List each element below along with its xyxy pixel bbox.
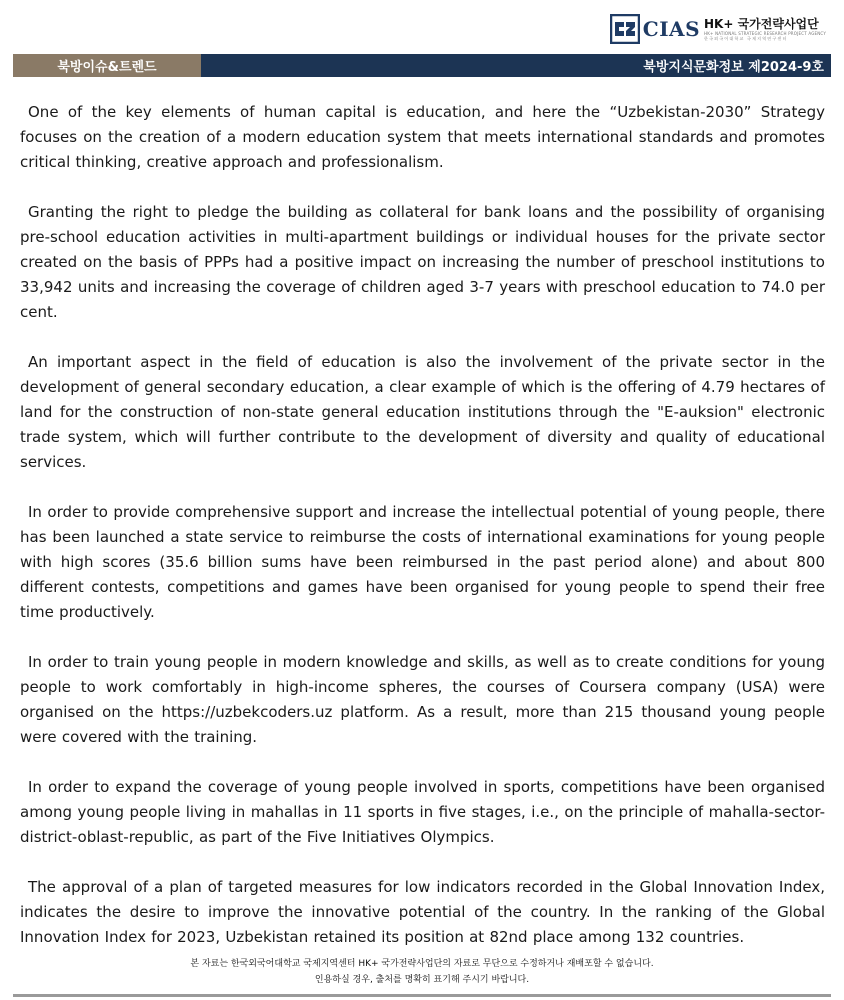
footer-notice — [0, 956, 844, 988]
article-body — [20, 100, 825, 950]
paragraph: The approval of a plan of targeted measures for low indicators recorded in the Global Innovation Index, indicates the desire to improve the innovative potential of the country. In the ranking of the Global Innovation Index for 2023, Uzbekistan retained its position at 82nd place among 132 countries. — [20, 878, 825, 946]
footer-line-1: 본 자료는 한국외국어대학교 국제지역센터 HK+ 국가전략사업단의 자료로 무단으로 수정하거나 재배포할 수 없습니다. — [190, 959, 654, 969]
cias-logo — [610, 14, 826, 44]
cias-emblem-icon — [610, 14, 640, 44]
paragraph: In order to provide comprehensive support and increase the intellectual potential of young people, there has been launched a state service to reimburse the costs of international examinations for young people with high scores (35.6 billion sums have been reimbursed in the past period alone) and about 800 different contests, competitions and games have been organised for young people to spend their free time productively. — [20, 503, 825, 621]
logo-title: HK+ 국가전략사업단 — [704, 16, 819, 31]
paragraph: One of the key elements of human capital is education, and here the “Uzbekistan-2030” Strategy focuses on the creation of a modern education system that meets international standards and promotes critical thinking, creative approach and professionalism. — [20, 103, 825, 171]
paragraph: In order to expand the coverage of young people involved in sports, competitions have been organised among young people living in mahallas in 11 sports in five stages, i.e., on the principle of mahalla-sector-district-oblast-republic, as part of the Five Initiatives Olympics. — [20, 778, 825, 846]
header-bar — [13, 54, 831, 77]
footer-divider — [13, 994, 831, 997]
paragraph: An important aspect in the field of education is also the involvement of the private sector in the development of general secondary education, a clear example of which is the offering of 4.79 hectares of land for the construction of non-state general education institutions through the "E-auksion" electronic trade system, which will further contribute to the development of diversity and quality of educational services. — [20, 353, 825, 471]
logo-subtitle: HK+ NATIONAL STRATEGIC RESEARCH PROJECT AGENCY — [704, 30, 826, 36]
issue-label: 북방지식문화정보 제2024-9호 — [201, 54, 831, 77]
logo-name: CIAS — [642, 17, 701, 41]
section-label: 북방이슈&트렌드 — [13, 54, 201, 77]
paragraph: Granting the right to pledge the building as collateral for bank loans and the possibility of organising pre-school education activities in multi-apartment buildings or individual houses for the private sector created on the basis of PPPs had a positive impact on increasing the number of preschool institutions to 33,942 units and increasing the coverage of children aged 3-7 years with preschool education to 74.0 per cent. — [20, 203, 825, 321]
logo-subtitle-kr: 한국외국어대학교 국제지역연구센터 — [704, 35, 788, 41]
footer-line-2: 인용하실 경우, 출처를 명확히 표기해 주시기 바랍니다. — [314, 975, 530, 985]
paragraph: In order to train young people in modern knowledge and skills, as well as to create conditions for young people to work comfortably in high-income spheres, the courses of Coursera company (USA) were organised on the https://uzbekcoders.uz platform. As a result, more than 215 thousand young people were covered with the training. — [20, 653, 825, 746]
